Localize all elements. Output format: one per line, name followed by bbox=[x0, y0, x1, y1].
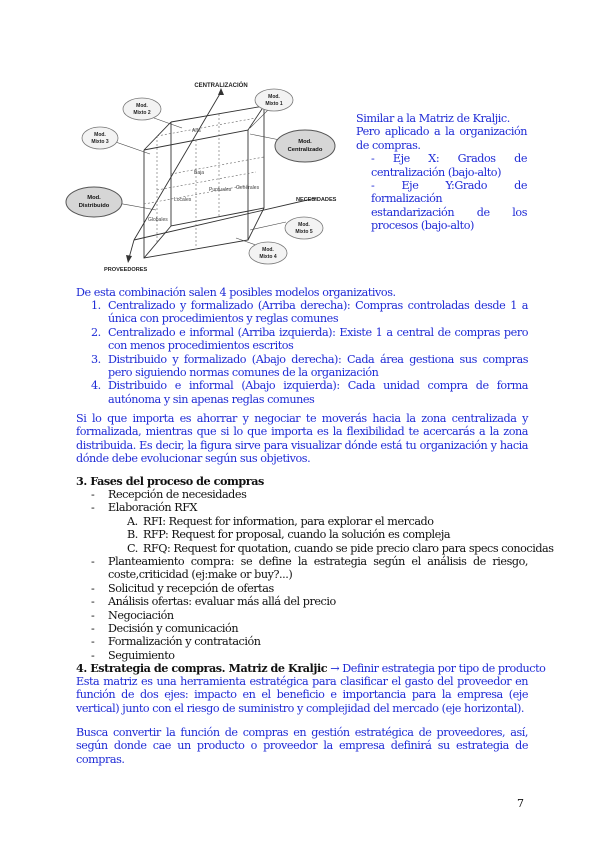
dash-bullet: - bbox=[91, 501, 95, 515]
dash-bullet: - bbox=[91, 555, 95, 568]
phase-item-text: Recepción de necesidades bbox=[108, 488, 247, 501]
model-item-text: Centralizado y formalizado (Arriba derecha): Compras controladas desde 1 a única con procedimientos y reglas comunes bbox=[108, 299, 528, 326]
side-note-line-3: - Eje X: Grados de centralización (bajo-alto) bbox=[371, 152, 527, 179]
inner-label-puntuales: Puntuales bbox=[209, 187, 232, 193]
rfx-letter: A. bbox=[127, 514, 138, 528]
bubble-centralizado-line2: Centralizado bbox=[287, 147, 323, 153]
bubble-mixto-1-line2: Mixto 1 bbox=[265, 101, 283, 107]
side-note-line-1: Similar a la Matriz de Kraljic. bbox=[356, 112, 510, 125]
dash-bullet: - bbox=[91, 648, 95, 662]
dash-bullet: - bbox=[91, 488, 95, 501]
section-4-paragraph-1: Esta matriz es una herramienta estratégica para clasificar el gasto del proveedor en función de dos ejes: impacto en el beneficio e importancia para la empresa (eje vertical) junto con el riesgo de suministro y complejidad del mercado (eje horizontal). bbox=[76, 675, 528, 715]
rfx-text: RFI: Request for information, para explorar el mercado bbox=[143, 514, 434, 528]
model-item-text: Centralizado e informal (Arriba izquierda): Existe 1 a central de compras pero con menos procedimientos escritos bbox=[108, 325, 528, 353]
model-item bbox=[91, 379, 528, 406]
inner-label-generales: Generales bbox=[236, 185, 260, 191]
rfx-text: RFP: Request for proposal, cuando la solución es compleja bbox=[143, 528, 451, 542]
bubble-mixto-1 bbox=[255, 89, 293, 111]
bubble-mixto-5-line1: Mod. bbox=[298, 222, 310, 228]
model-item bbox=[91, 299, 528, 326]
rfx-text: RFQ: Request for quotation, cuando se pide precio claro para specs conocidas bbox=[143, 541, 554, 555]
section-4-paragraph-2: Busca convertir la función de compras en gestión estratégica de proveedores, así, según donde cae un producto o proveedor la empresa definirá su estrategia de compras. bbox=[76, 726, 528, 766]
models-list bbox=[91, 299, 528, 406]
phase-item bbox=[91, 555, 528, 582]
axis-proveedores bbox=[129, 240, 134, 258]
dash-bullet: - bbox=[91, 622, 95, 635]
phase-item-text: Decisión y comunicación bbox=[108, 622, 239, 635]
page-number: 7 bbox=[517, 797, 524, 810]
axis-bottom-label: PROVEEDORES bbox=[104, 267, 148, 273]
model-item-number: 1. bbox=[91, 299, 101, 312]
phase-item-text: Solicitud y recepción de ofertas bbox=[108, 581, 274, 595]
bubble-mixto-3-line2: Mixto 3 bbox=[91, 139, 109, 145]
axis-right-label: NECESIDADES bbox=[296, 197, 337, 203]
model-item bbox=[91, 353, 528, 380]
side-note bbox=[356, 112, 527, 233]
phase-item-text: Negociación bbox=[108, 608, 174, 622]
model-item-number: 4. bbox=[91, 379, 101, 393]
model-item-number: 3. bbox=[91, 352, 101, 366]
model-item-number: 2. bbox=[91, 325, 101, 339]
bubble-mixto-3 bbox=[82, 127, 118, 149]
rfx-letter: B. bbox=[127, 528, 138, 542]
inner-label-baja: Baja bbox=[194, 170, 205, 176]
organization-cube-diagram bbox=[64, 80, 354, 275]
bubble-centralizado-line1: Mod. bbox=[298, 139, 312, 145]
model-item-text: Distribuido e informal (Abajo izquierda): Cada unidad compra de forma autónoma y sin apenas reglas comunes bbox=[108, 379, 528, 406]
inner-label-locales: Locales bbox=[174, 197, 192, 203]
phase-item-text: Análisis ofertas: evaluar más allá del precio bbox=[108, 595, 336, 609]
dash-bullet: - bbox=[91, 581, 95, 595]
dash-bullet: - bbox=[91, 635, 95, 649]
dash-bullet: - bbox=[91, 595, 95, 609]
phase-item-text: Formalización y contratación bbox=[108, 635, 261, 649]
side-note-line-4: - Eje Y:Grado de formalización estandarización de los procesos (bajo-alto) bbox=[371, 179, 527, 233]
inner-label-globales: Globales bbox=[148, 217, 168, 223]
dash-bullet: - bbox=[91, 608, 95, 622]
summary-paragraph: Si lo que importa es ahorrar y negociar te moverás hacia la zona centralizada y formalizada, mientras que si lo que importa es la flexibilidad te acercarás a la zona distribuida. Es decir, la figura sirve para visualizar dónde está tu organización y hacia dónde debe evolucionar según sus objetivos. bbox=[76, 412, 528, 466]
models-intro: De esta combinación salen 4 posibles modelos organizativos. bbox=[76, 286, 396, 299]
bubble-mixto-4-line2: Mixto 4 bbox=[259, 254, 277, 260]
procurement-phases-list bbox=[91, 488, 554, 662]
bubble-mixto-4 bbox=[249, 242, 287, 264]
model-item bbox=[91, 326, 528, 353]
bubble-mixto-4-line1: Mod. bbox=[262, 247, 274, 253]
bubble-mixto-2 bbox=[123, 98, 161, 120]
section-4-title: 4. Estrategia de compras. Matriz de Kraljic bbox=[76, 661, 328, 675]
phase-item-text: Seguimiento bbox=[108, 648, 175, 662]
section-4-heading bbox=[76, 661, 546, 675]
bubble-mixto-1-line1: Mod. bbox=[268, 94, 280, 100]
bubble-distribuido-line2: Distribuido bbox=[78, 203, 110, 209]
inner-label-alta: Alta bbox=[192, 128, 201, 134]
section-3-title: 3. Fases del proceso de compras bbox=[76, 474, 264, 488]
bubble-mixto-5 bbox=[285, 217, 323, 239]
bubble-mixto-2-line1: Mod. bbox=[136, 103, 148, 109]
bubble-distribuido-line1: Mod. bbox=[87, 195, 101, 201]
model-item-text: Distribuido y formalizado (Abajo derecha): Cada área gestiona sus compras pero siguiendo normas comunes de la organización bbox=[108, 352, 528, 380]
bubble-mixto-3-line1: Mod. bbox=[94, 132, 106, 138]
section-4-arrow-note: → Definir estrategia por tipo de producto bbox=[330, 662, 546, 675]
phase-item-text: Planteamiento compra: se define la estrategia según el análisis de riesgo, coste,criticidad (ej:make or buy?...) bbox=[108, 555, 528, 582]
bubble-mixto-5-line2: Mixto 5 bbox=[295, 229, 313, 235]
rfx-letter: C. bbox=[127, 541, 138, 555]
side-note-line-2: Pero aplicado a la organización de compras. bbox=[356, 125, 527, 152]
bubble-mixto-2-line2: Mixto 2 bbox=[133, 110, 151, 116]
cube-diagram-svg bbox=[64, 80, 354, 275]
bubble-centralizado bbox=[275, 130, 335, 162]
bubble-distribuido bbox=[66, 187, 122, 217]
phase-item-text: Elaboración RFX bbox=[108, 501, 198, 515]
axis-top-label: CENTRALIZACIÓN bbox=[194, 83, 248, 89]
